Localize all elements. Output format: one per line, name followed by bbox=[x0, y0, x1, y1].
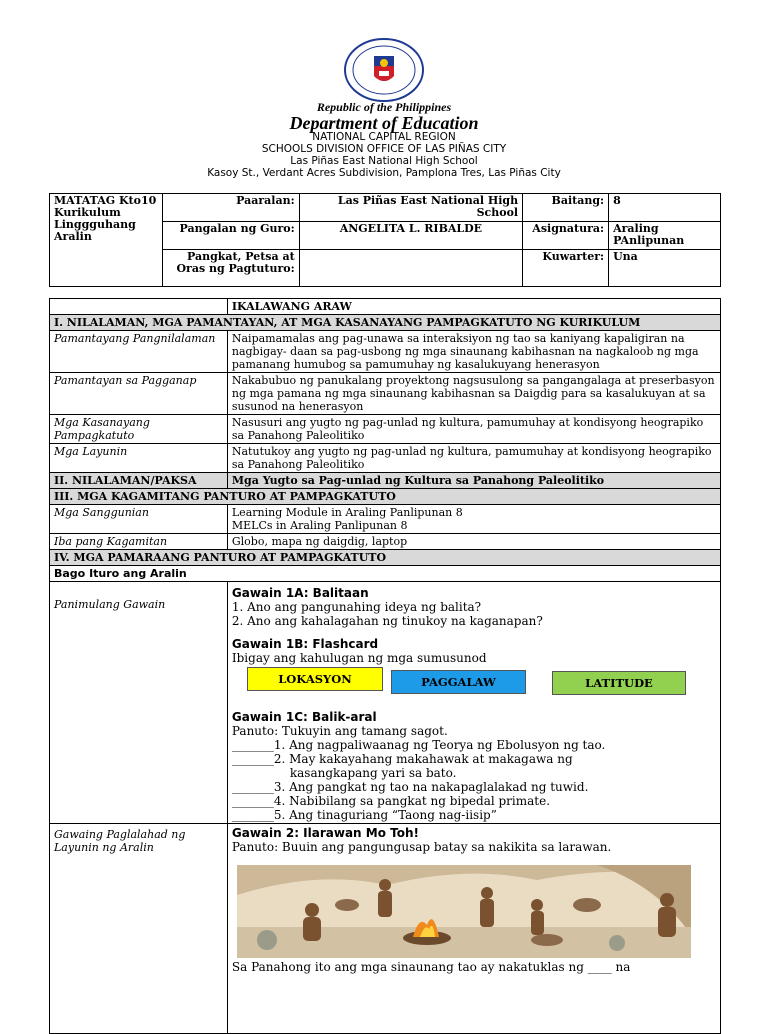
address-line: Kasoy St., Verdant Acres Subdivision, Pamplona Tres, Las Piñas City bbox=[207, 167, 561, 179]
baitang-value: 8 bbox=[609, 194, 721, 222]
paaralan-value: Las Piñas East National High School bbox=[299, 194, 522, 222]
gawain-1c-item: _______5. Ang tinaguriang “Taong nag-iisip” bbox=[231, 808, 497, 822]
kuwarter-value: Una bbox=[609, 250, 721, 287]
department-title: Department of Education bbox=[289, 113, 479, 133]
gawain-1a-title: Gawain 1A: Balitaan bbox=[231, 586, 369, 600]
iba-label: Iba pang Kagamitan bbox=[50, 534, 228, 550]
bago-heading: Bago Ituro ang Aralin bbox=[50, 566, 721, 582]
panimulang-content bbox=[227, 582, 720, 824]
guro-value: ANGELITA L. RIBALDE bbox=[299, 222, 522, 250]
gawain-1a-item: 1. Ano ang pangunahing ideya ng balita? bbox=[231, 600, 482, 614]
row-label: Mga Kasanayang Pampagkatuto bbox=[50, 415, 228, 444]
paglalahad-label: Gawaing Paglalahad ng Layunin ng Aralin bbox=[50, 824, 228, 1034]
sanggunian-list bbox=[227, 505, 720, 534]
gawain-1a-item: 2. Ano ang kahalagahan ng tinukoy na kaganapan? bbox=[231, 614, 543, 628]
gawain-1b-text: Ibigay ang kahulugan ng mga sumusunod bbox=[231, 651, 487, 665]
gawain-1c-item: _______4. Nabibilang sa pangkat ng bipedal primate. bbox=[231, 794, 551, 808]
row-text: Nasusuri ang yugto ng pag-unlad ng kultura, pamumuhay at kondisyong heograpiko sa Panahong Paleolitiko bbox=[227, 415, 720, 444]
gawain-1c-panuto: Panuto: Tukuyin ang tamang sagot. bbox=[231, 724, 448, 738]
gawain-1c-item: _______3. Ang pangkat ng tao na nakapaglalakad ng tuwid. bbox=[231, 780, 589, 794]
gawain-2-panuto: Panuto: Buuin ang pangungusap batay sa nakikita sa larawan. bbox=[231, 840, 612, 854]
division-line: SCHOOLS DIVISION OFFICE OF LAS PIÑAS CITY bbox=[261, 143, 507, 155]
sanggunian-item: Learning Module in Araling Panlipunan 8 bbox=[231, 506, 463, 519]
section-1-heading: I. NILALAMAN, MGA PAMANTAYAN, AT MGA KASANAYANG PAMPAGKATUTO NG KURIKULUM bbox=[50, 315, 721, 331]
panimulang-label: Panimulang Gawain bbox=[50, 582, 228, 824]
flashcard-latitude: LATITUDE bbox=[552, 671, 686, 695]
section-3-heading: III. MGA KAGAMITANG PANTURO AT PAMPAGKATUTO bbox=[50, 489, 721, 505]
paaralan-label: Paaralan: bbox=[162, 194, 299, 222]
gawain-1c-title: Gawain 1C: Balik-aral bbox=[231, 710, 377, 724]
row-text: Naipamamalas ang pag-unawa sa interaksiyon ng tao sa kaniyang kapaligiran na nagbigay- daan sa pag-usbong ng mga sinaunang kabihasnan na nagkaloob ng mga pamanang humubog sa pamumuhay ng kasalukuyang henerasyon bbox=[227, 331, 720, 373]
blank-cell bbox=[50, 299, 228, 315]
gawain-2-title: Gawain 2: Ilarawan Mo Toh! bbox=[231, 826, 419, 840]
republic-line: Republic of the Philippines bbox=[316, 100, 452, 114]
flashcard-paggalaw: PAGGALAW bbox=[391, 670, 526, 694]
flashcard-lokasyon: LOKASYON bbox=[247, 667, 383, 691]
pangkat-value bbox=[299, 250, 522, 287]
gawain-2-sentence: Sa Panahong ito ang mga sinaunang tao ay nakatuklas ng ____ na bbox=[231, 960, 631, 974]
day-label: IKALAWANG ARAW bbox=[227, 299, 720, 315]
row-text: Natutukoy ang yugto ng pag-unlad ng kultura, pamumuhay at kondisyong heograpiko sa Panahong Paleolitiko bbox=[227, 444, 720, 473]
plan-title: MATATAG Kto10 Kurikulum Linggguhang Aralin bbox=[50, 194, 163, 287]
gawain-1c-item: kasangkapang yari sa bato. bbox=[289, 766, 457, 780]
iba-value: Globo, mapa ng daigdig, laptop bbox=[227, 534, 720, 550]
asignatura-value: Araling PAnlipunan bbox=[609, 222, 721, 250]
pangkat-label: Pangkat, Petsa at Oras ng Pagtuturo: bbox=[162, 250, 299, 287]
baitang-label: Baitang: bbox=[523, 194, 609, 222]
section-4-heading: IV. MGA PAMARAANG PANTURO AT PAMPAGKATUTO bbox=[50, 550, 721, 566]
info-table bbox=[49, 193, 721, 287]
row-label: Pamantayang Pangnilalaman bbox=[50, 331, 228, 373]
region-line: NATIONAL CAPITAL REGION bbox=[312, 131, 456, 143]
section-2-heading: II. NILALAMAN/PAKSA bbox=[50, 473, 228, 489]
kuwarter-label: Kuwarter: bbox=[523, 250, 609, 287]
row-label: Pamantayan sa Pagganap bbox=[50, 373, 228, 415]
gawain-1c-item: _______2. May kakayahang makahawak at makagawa ng bbox=[231, 752, 573, 766]
school-line: Las Piñas East National High School bbox=[290, 155, 478, 167]
deped-seal-logo bbox=[343, 38, 425, 102]
row-text: Nakabubuo ng panukalang proyektong nagsusulong sa pangangalaga at preserbasyon ng mga pamana ng mga sinaunang kabihasnan sa Daigdig para sa kasalukuyan at sa susunod na henerasyon bbox=[227, 373, 720, 415]
asignatura-label: Asignatura: bbox=[523, 222, 609, 250]
gawain-1b-title: Gawain 1B: Flashcard bbox=[231, 637, 379, 651]
guro-label: Pangalan ng Guro: bbox=[162, 222, 299, 250]
topic-value: Mga Yugto sa Pag-unlad ng Kultura sa Panahong Paleolitiko bbox=[227, 473, 720, 489]
sanggunian-label: Mga Sanggunian bbox=[50, 505, 228, 534]
row-label: Mga Layunin bbox=[50, 444, 228, 473]
gawain-1c-item: _______1. Ang nagpaliwaanag ng Teorya ng Ebolusyon ng tao. bbox=[231, 738, 606, 752]
paleolithic-scene-illustration bbox=[237, 865, 691, 958]
sanggunian-item: MELCs in Araling Panlipunan 8 bbox=[231, 519, 408, 532]
